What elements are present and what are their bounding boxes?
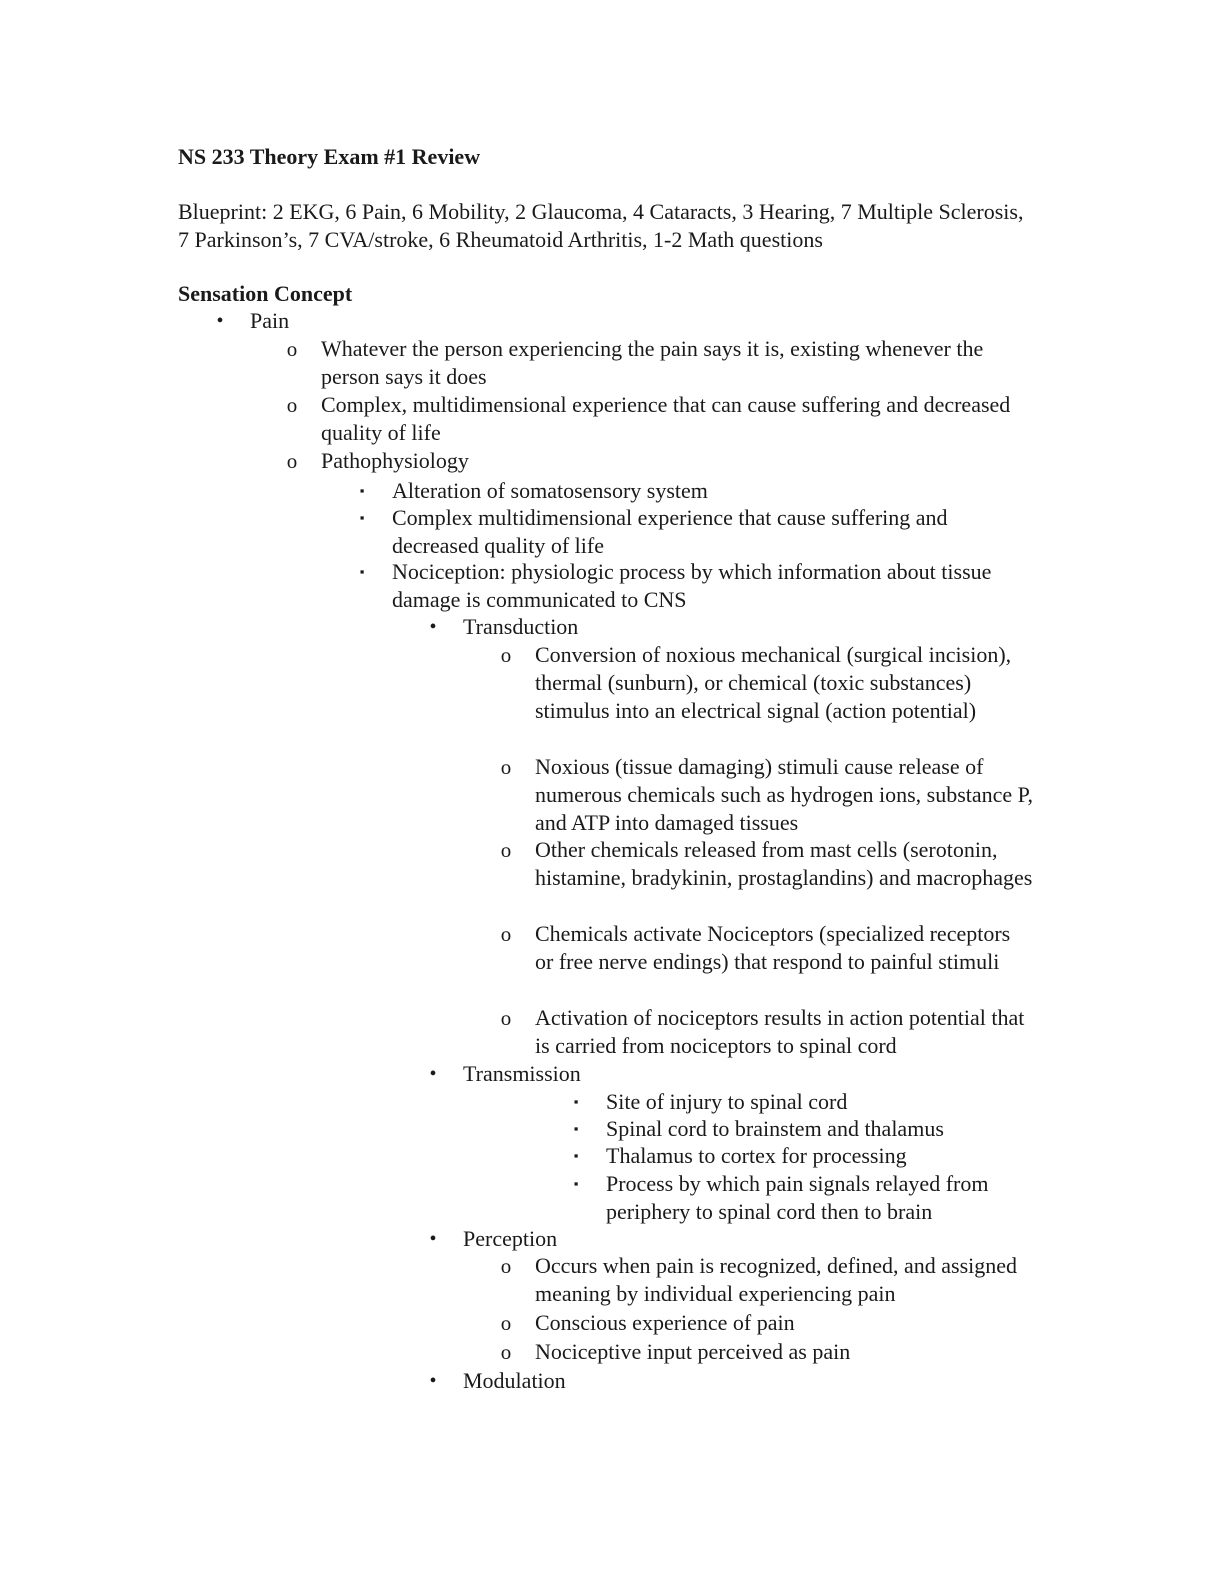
circle-bullet-icon: o xyxy=(500,1006,512,1030)
square-bullet-icon: ▪ xyxy=(573,1094,579,1109)
circle-bullet-icon: o xyxy=(500,1340,512,1364)
square-bullet-icon: ▪ xyxy=(359,564,365,579)
square-bullet-icon: ▪ xyxy=(573,1176,579,1191)
list-item-text: Other chemicals released from mast cells (serotonin, histamine, bradykinin, prostaglandins) and macrophages xyxy=(535,837,1033,890)
circle-bullet-icon: o xyxy=(500,755,512,779)
list-item-text: Transduction xyxy=(463,614,579,639)
bullet-icon: • xyxy=(429,1228,437,1250)
list-item-text: Activation of nociceptors results in action potential that is carried from nociceptors to spinal cord xyxy=(535,1005,1025,1058)
square-bullet-icon: ▪ xyxy=(573,1148,579,1163)
list-item-text: Complex multidimensional experience that cause suffering and decreased quality of life xyxy=(392,505,948,558)
list-item-text: Process by which pain signals relayed from periphery to spinal cord then to brain xyxy=(606,1171,989,1224)
list-item-text: Thalamus to cortex for processing xyxy=(606,1143,907,1168)
blueprint-text: Blueprint: 2 EKG, 6 Pain, 6 Mobility, 2 Glaucoma, 4 Cataracts, 3 Hearing, 7 Multiple Sclerosis, 7 Parkinson’s, 7 CVA/stroke, 6 Rheumatoid Arthritis, 1-2 Math questions xyxy=(178,199,1024,252)
circle-bullet-icon: o xyxy=(500,1254,512,1278)
list-item-text: Nociceptive input perceived as pain xyxy=(535,1339,851,1364)
list-item-text: Conversion of noxious mechanical (surgical incision), thermal (sunburn), or chemical (toxic substances) stimulus into an electrical signal (action potential) xyxy=(535,642,1012,723)
list-item-text: Occurs when pain is recognized, defined, and assigned meaning by individual experiencing pain xyxy=(535,1253,1018,1306)
circle-bullet-icon: o xyxy=(500,643,512,667)
bullet-icon: • xyxy=(429,1063,437,1085)
document-title: NS 233 Theory Exam #1 Review xyxy=(178,144,481,169)
list-item-text: Chemicals activate Nociceptors (specialized receptors or free nerve endings) that respond to painful stimuli xyxy=(535,921,1011,974)
list-item-text: Site of injury to spinal cord xyxy=(606,1089,848,1114)
square-bullet-icon: ▪ xyxy=(359,510,365,525)
list-item-text: Whatever the person experiencing the pain says it is, existing whenever the person says it does xyxy=(321,336,984,389)
list-item-text: Complex, multidimensional experience that can cause suffering and decreased quality of life xyxy=(321,392,1011,445)
square-bullet-icon: ▪ xyxy=(359,483,365,498)
list-item-text: Alteration of somatosensory system xyxy=(392,478,708,503)
circle-bullet-icon: o xyxy=(500,1311,512,1335)
list-item-text: Spinal cord to brainstem and thalamus xyxy=(606,1116,944,1141)
circle-bullet-icon: o xyxy=(286,393,298,417)
list-item-text: Nociception: physiologic process by which information about tissue damage is communicated to CNS xyxy=(392,559,992,612)
list-item-text: Conscious experience of pain xyxy=(535,1310,795,1335)
list-item-text: Pathophysiology xyxy=(321,448,469,473)
bullet-icon: • xyxy=(429,1370,437,1392)
list-item-text: Modulation xyxy=(463,1368,566,1393)
bullet-icon: • xyxy=(216,310,224,332)
list-item-text: Pain xyxy=(250,308,290,333)
list-item-text: Transmission xyxy=(463,1061,581,1086)
list-item-text: Noxious (tissue damaging) stimuli cause release of numerous chemicals such as hydrogen ions, substance P, and ATP into damaged tissues xyxy=(535,754,1033,835)
circle-bullet-icon: o xyxy=(500,922,512,946)
circle-bullet-icon: o xyxy=(286,337,298,361)
section-heading: Sensation Concept xyxy=(178,281,353,306)
circle-bullet-icon: o xyxy=(500,838,512,862)
circle-bullet-icon: o xyxy=(286,449,298,473)
list-item-text: Perception xyxy=(463,1226,558,1251)
square-bullet-icon: ▪ xyxy=(573,1121,579,1136)
bullet-icon: • xyxy=(429,616,437,638)
